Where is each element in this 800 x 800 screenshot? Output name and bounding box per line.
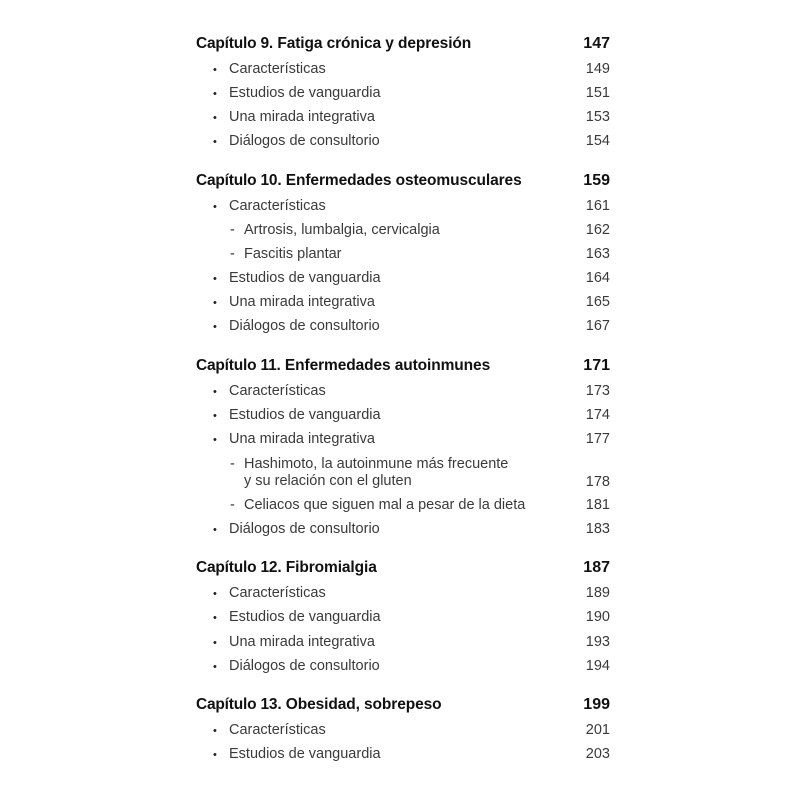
toc-item: • Estudios de vanguardia 203: [213, 746, 610, 762]
toc-subitem: - Celiacos que siguen mal a pesar de la dieta 181: [230, 497, 610, 513]
toc-item: • Características 149: [213, 61, 610, 77]
bullet-icon: •: [213, 136, 217, 148]
chapter-heading: [196, 172, 610, 190]
chapter-title: Capítulo 11. Enfermedades autoinmunes: [196, 357, 491, 374]
toc-item: • Una mirada integrativa 193: [213, 634, 610, 650]
bullet-icon: •: [213, 88, 217, 100]
dash-icon: -: [230, 497, 235, 513]
chapter-page-number: 187: [583, 559, 610, 576]
bullet-icon: •: [213, 297, 217, 309]
chapter-page-number: 159: [583, 172, 610, 189]
dash-icon: -: [230, 246, 235, 262]
dash-icon: -: [230, 222, 235, 238]
chapter-title: Capítulo 13. Obesidad, sobrepeso: [196, 696, 442, 713]
bullet-icon: •: [213, 725, 217, 737]
bullet-icon: •: [213, 64, 217, 76]
toc-subitem: - Hashimoto, la autoinmune más frecuente y su relación con el gluten 178: [230, 456, 610, 490]
dash-icon: -: [230, 456, 235, 472]
bullet-icon: •: [213, 524, 217, 536]
toc-item: • Estudios de vanguardia 164: [213, 270, 610, 286]
chapter-title: Capítulo 9. Fatiga crónica y depresión: [196, 35, 472, 52]
toc-subitem: - Fascitis plantar 163: [230, 246, 610, 262]
bullet-icon: •: [213, 749, 217, 761]
chapter-heading: [196, 696, 610, 714]
chapter-page-number: 147: [583, 35, 610, 52]
bullet-icon: •: [213, 612, 217, 624]
bullet-icon: •: [213, 637, 217, 649]
toc-item: • Una mirada integrativa 153: [213, 109, 610, 125]
bullet-icon: •: [213, 112, 217, 124]
bullet-icon: •: [213, 386, 217, 398]
toc-item: • Diálogos de consultorio 194: [213, 658, 610, 674]
toc-item: • Características 201: [213, 722, 610, 738]
toc-item: • Diálogos de consultorio 154: [213, 133, 610, 149]
chapter-page-number: 199: [583, 696, 610, 713]
bullet-icon: •: [213, 410, 217, 422]
toc-item: • Estudios de vanguardia 190: [213, 609, 610, 625]
chapter-heading: [196, 559, 610, 577]
toc-item: • Diálogos de consultorio 167: [213, 318, 610, 334]
toc-subitem: - Artrosis, lumbalgia, cervicalgia 162: [230, 222, 610, 238]
bullet-icon: •: [213, 661, 217, 673]
chapter-title: Capítulo 10. Enfermedades osteomusculares: [196, 172, 522, 189]
bullet-icon: •: [213, 201, 217, 213]
toc-item: • Características 173: [213, 383, 610, 399]
toc-item: • Estudios de vanguardia 174: [213, 407, 610, 423]
toc-item: • Diálogos de consultorio 183: [213, 521, 610, 537]
toc-item: • Características 189: [213, 585, 610, 601]
chapter-heading: [196, 357, 610, 375]
toc-item: • Una mirada integrativa 165: [213, 294, 610, 310]
bullet-icon: •: [213, 434, 217, 446]
toc-item: • Estudios de vanguardia 151: [213, 85, 610, 101]
toc-item: • Características 161: [213, 198, 610, 214]
chapter-page-number: 171: [583, 357, 610, 374]
chapter-heading: [196, 35, 610, 53]
bullet-icon: •: [213, 321, 217, 333]
bullet-icon: •: [213, 588, 217, 600]
chapter-title: Capítulo 12. Fibromialgia: [196, 559, 377, 576]
bullet-icon: •: [213, 273, 217, 285]
toc-item: • Una mirada integrativa 177: [213, 431, 610, 447]
